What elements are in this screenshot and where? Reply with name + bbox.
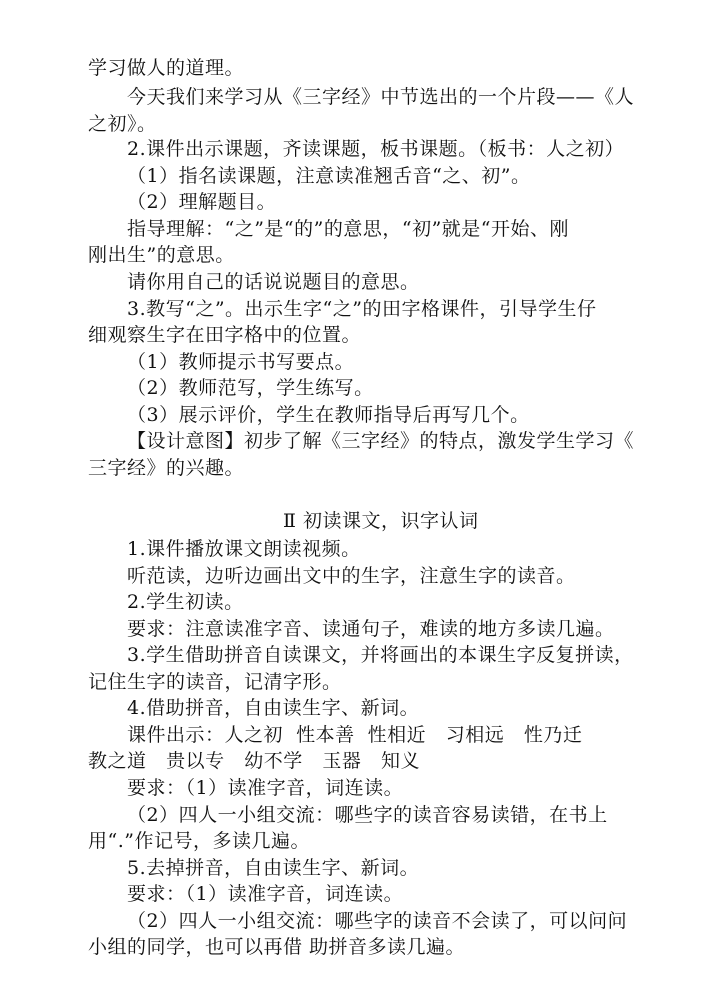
text-line: 要求：（1）读准字音，词连读。 [127,777,404,799]
text-line: 小组的同学，也可以再借 助拼音多读几遍。 [88,936,466,958]
text-line: 2.课件出示课题，齐读课题，板书课题。（板书：人之初） [127,138,625,160]
text-line: 细观察生字在田字格中的位置。 [88,324,362,346]
text-line: （2）教师范写，学生练写。 [127,377,374,399]
text-line: （2）四人一小组交流：哪些字的读音容易读错，在书上 [127,804,608,826]
text-line: （3）展示评价，学生在教师指导后再写几个。 [127,404,530,426]
text-line: 2.学生初读。 [127,591,244,613]
text-line: 课件出示：人之初 性本善 性相近 习相远 性乃迁 [127,724,583,746]
text-line: 之初》。 [88,113,157,135]
text-line: （1）教师提示书写要点。 [127,351,355,373]
text-line: 1.课件播放课文朗读视频。 [127,538,361,560]
text-line: 要求：注意读准字音、读通句子，难读的地方多读几遍。 [127,618,615,640]
text-line: 刚出生”的意思。 [88,244,235,266]
text-line: 今天我们来学习从《三字经》中节选出的一个片段——《人 [127,86,635,108]
text-line: 记住生字的读音，记清字形。 [88,671,342,693]
text-line: 指导理解：“之”是“的”的意思，“初”就是“开始、刚 [127,218,569,240]
text-line: 【设计意图】初步了解《三字经》的特点，激发学生学习《 [127,430,635,452]
text-line: 教之道 贵以专 幼不学 玉器 知义 [88,750,420,772]
text-line: 听范读，边听边画出文中的生字，注意生字的读音。 [127,565,576,587]
text-line: （2）理解题目。 [127,191,277,213]
text-line: （2）四人一小组交流：哪些字的读音不会读了，可以问问 [127,910,628,932]
text-line: 要求：（1）读准字音，词连读。 [127,883,404,905]
text-line: 4.借助拼音，自由读生字、新词。 [127,697,420,719]
section-heading: Ⅱ 初读课文，识字认词 [283,510,479,532]
text-line: 3.学生借助拼音自读课文，并将画出的本课生字反复拼读， [127,644,634,666]
text-line: 5.去掉拼音，自由读生字、新词。 [127,857,420,879]
text-line: （1）指名读课题，注意读准翘舌音“之、初”。 [127,165,531,187]
text-line: 3.教写“之”。出示生字“之”的田字格课件，引导学生仔 [127,298,597,320]
text-line: 三字经》的兴趣。 [88,457,245,479]
text-line: 请你用自己的话说说题目的意思。 [127,271,420,293]
text-line: 用“.”作记号，多读几遍。 [88,830,310,852]
text-line: 学习做人的道理。 [88,57,245,79]
